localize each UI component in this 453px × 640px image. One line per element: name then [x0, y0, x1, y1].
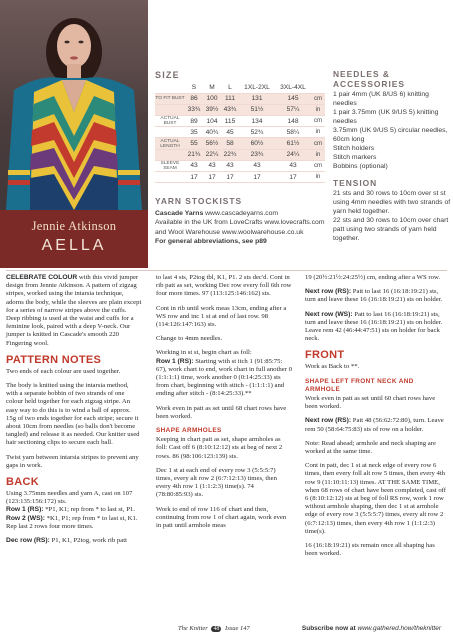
size-cell: 17: [203, 172, 221, 183]
size-unit: in: [311, 172, 325, 183]
pattern-text: Work even in patt as set until 68 chart rows have been worked.: [156, 404, 287, 420]
size-cell: 58¼: [275, 127, 311, 138]
size-cell: 60½: [239, 138, 275, 149]
size-heading: SIZE: [155, 70, 180, 80]
needles-item: Stitch markers: [333, 154, 377, 161]
size-cell: 23¾: [239, 149, 275, 160]
size-cell: 43: [185, 160, 203, 171]
size-row: [155, 93, 325, 104]
pattern-column-3: [305, 274, 447, 564]
size-cell: 35: [185, 127, 203, 138]
size-cell: 111: [221, 93, 239, 104]
pattern-text: 19 (20½:21½:24:25½) cm, ending after a WS row.: [305, 274, 441, 281]
size-row: [155, 138, 325, 149]
pattern-column-2: [156, 274, 292, 536]
pattern-text: Cont in rib until work meas 13cm, ending after a WS row and inc 1 st at end of last row. 98 (114:126:147:163) sts.: [156, 304, 287, 329]
size-unit: cm: [311, 138, 325, 149]
issue-number: Issue 147: [225, 625, 250, 632]
size-cell: 39½: [203, 104, 221, 115]
needles-item: 1 pair 4mm (UK 8/US 6) knitting needles: [333, 91, 429, 107]
row-text: *P1, K1; rep from * to last st, P1.: [43, 506, 135, 514]
notes-text: Two ends of each colour are used together.: [6, 367, 121, 375]
size-header: 3XL-4XL: [275, 82, 311, 93]
size-cell: 56½: [203, 138, 221, 149]
back-text: Using 3.75mm needles and yarn A, cast on 107 (123:135:156:172) sts.: [6, 490, 133, 506]
size-header: M: [203, 82, 221, 93]
pattern-text: Keeping in chart patt as set, shape armholes as foll: Cast off 6 (8:10:12:12) sts at beg of next 2 rows. 86 (98:106:123:139) sts.: [156, 436, 283, 460]
size-cell: 24¼: [275, 149, 311, 160]
needles-tension-column: [333, 70, 451, 243]
size-cell: 43: [221, 160, 239, 171]
pattern-text: Dec 1 st at each end of every row 3 (5:5:5:7) times, every alt row 2 (6:7:12:13) times, then every 4th row 1 (1:1:2:3) time(s). 74 (78:80:85:93) sts.: [156, 466, 277, 499]
size-cell: 33¾: [185, 104, 203, 115]
row-label: Next row (RS):: [305, 417, 352, 425]
design-caption: [0, 210, 148, 268]
row-text: Patt to last 16 (16:18:19:21) sts, turn and leave these 16 (16:18:19:21) sts on holder.: [305, 310, 443, 326]
pattern-notes-heading: PATTERN NOTES: [6, 353, 102, 366]
front-heading: FRONT: [305, 349, 345, 362]
size-cell: 115: [221, 116, 239, 127]
pattern-text: Leave rem 42 (46:44:47:51) sts on holder for back neck.: [305, 327, 440, 343]
pattern-text: 16 (16:18:19:21) sts remain once all shaping has been worked.: [305, 542, 435, 558]
row-label: Dec row (RS):: [6, 537, 50, 545]
yarn-brand: Cascade Yarns: [155, 210, 204, 218]
notes-text: The body is knitted using the intarsia method, with a separate bobbin of two strands of one colour held together for each zigzag stripe. An easy way to do this is to wind a ball of approx. 15g of two ends together for each stripe; secure it about 10cm from needles (so balls don't become tangled) and release it as needed. Our knitter used hair sectioning clips to secure each ball.: [6, 382, 140, 447]
intro-lead: CELEBRATE COLOUR: [6, 274, 78, 281]
size-cell: 134: [239, 116, 275, 127]
shape-armholes-heading: SHAPE ARMHOLES: [156, 427, 222, 435]
pattern-column-1: [6, 274, 142, 551]
size-row-label: ACTUAL LENGTH: [155, 138, 185, 149]
yarn-heading: YARN STOCKISTS: [155, 196, 243, 206]
size-cell: 131: [239, 93, 275, 104]
size-cell: 55: [185, 138, 203, 149]
size-cell: 17: [221, 172, 239, 183]
size-cell: 145: [275, 93, 311, 104]
abbreviations-note: For general abbreviations, see p89: [155, 237, 267, 245]
size-row: [155, 172, 325, 183]
size-cell: 22¼: [203, 149, 221, 160]
size-cell: 104: [203, 116, 221, 127]
size-unit: in: [311, 149, 325, 160]
row-label: Next row (WS):: [305, 310, 353, 318]
size-cell: 17: [239, 172, 275, 183]
size-row-label: [155, 104, 185, 115]
size-cell: 43: [203, 160, 221, 171]
row-text: Patt 48 (56:62:72:80), turn. Leave rem 50 (58:64:75:83) sts of row on a holder.: [305, 417, 444, 433]
size-unit: cm: [311, 116, 325, 127]
size-header: 1XL-2XL: [239, 82, 275, 93]
yarn-stockist-text: Available in the UK from LoveCrafts www.lovecrafts.com and Wool Warehouse www.woolwarehouse.co.uk: [155, 219, 325, 236]
size-cell: 17: [185, 172, 203, 183]
size-cell: 61½: [275, 138, 311, 149]
row-text: Patt to last 16 (16:18:19:21) sts, turn and leave these 16 (16:18:19:21) sts on holder.: [305, 288, 443, 304]
size-row-label: SLEEVE SEAM: [155, 160, 185, 171]
size-row-label: [155, 127, 185, 138]
intro-text: with this vivid jumper design from Jennie Atkinson. A pattern of zigzag stripes, worked using the intarsia technique, adorns the body, while the sleeves are plain except for a series of narrow stripes above the cuffs. Deep ribbing is used at the waist and cuffs for a feminine look, paired with a deep V-neck. Our jumper is knitted in Cascade's smooth 220 Fingering wool.: [6, 274, 142, 347]
size-cell: 22¾: [221, 149, 239, 160]
magazine-name: The Knitter: [178, 625, 208, 632]
size-cell: 43¾: [221, 104, 239, 115]
pattern-text: Work as Back to **.: [305, 363, 360, 371]
size-header-row: [155, 82, 325, 93]
row-label: Row 1 (RS):: [156, 357, 194, 365]
size-row-label: [155, 172, 185, 183]
yarn-stockists: [155, 197, 330, 246]
size-row: [155, 149, 325, 160]
size-cell: 51½: [239, 104, 275, 115]
back-heading: BACK: [6, 476, 39, 489]
size-unit: in: [311, 127, 325, 138]
row-text: Starting with st itch 1 (91:85:75: 67), work chart to end, work chart in full another 0 (1:1:1:1) time, work another 0 (0:14:25:33) sts from chart, beginning with stitch - (1:1:1:1) and ending after stitch - (8:14:25:33).**: [156, 357, 292, 398]
size-row: [155, 104, 325, 115]
notes-text: Twist yarn between intarsia stripes to prevent any gaps in work.: [6, 453, 139, 469]
designer-name: Jennie Atkinson: [31, 219, 117, 233]
needles-item: Stitch holders: [333, 145, 375, 152]
size-table: [155, 82, 325, 183]
page-number: 48: [213, 626, 220, 632]
size-unit: cm: [311, 160, 325, 171]
subscribe-lead: Subscribe now at: [301, 625, 356, 632]
pattern-text: Note: Read ahead; armhole and neck shaping are worked at the same time.: [305, 439, 436, 456]
needles-list: [333, 90, 451, 171]
size-header: L: [221, 82, 239, 93]
size-row-label: TO FIT BUST: [155, 93, 185, 104]
size-cell: 86: [185, 93, 203, 104]
size-cell: 43: [275, 160, 311, 171]
tension-text: 22 sts and 30 rows to 10cm over chart patt using two strands of yarn held together.: [333, 216, 449, 242]
subscribe-link[interactable]: www.gathered.how/theknitter: [357, 625, 441, 632]
size-cell: 100: [203, 93, 221, 104]
size-row-label: ACTUAL BUST: [155, 116, 185, 127]
size-cell: 58: [221, 138, 239, 149]
pattern-text: Work even in patt as set until 60 chart rows have been worked.: [305, 395, 436, 411]
needles-item: Bobbins (optional): [333, 163, 388, 170]
size-header: S: [185, 82, 203, 93]
needles-item: 3.75mm (UK 9/US 5) circular needles, 60cm long: [333, 127, 448, 143]
size-row: [155, 116, 325, 127]
design-title: AELLA: [41, 237, 107, 254]
pattern-text: Change to 4mm needles.: [156, 335, 223, 343]
row-text: P1, K1, P2tog, work rib patt: [49, 537, 127, 545]
size-unit: cm: [311, 93, 325, 104]
needles-item: 1 pair 3.75mm (UK 9/US 5) knitting needles: [333, 109, 439, 125]
row-label: Next row (RS):: [305, 288, 352, 296]
size-cell: 89: [185, 116, 203, 127]
needles-heading: NEEDLES & ACCESSORIES: [333, 69, 405, 89]
row-label: Row 1 (RS):: [6, 506, 44, 514]
size-cell: 148: [275, 116, 311, 127]
shape-left-front-heading: SHAPE LEFT FRONT NECK AND ARMHOLE: [305, 377, 414, 393]
tension-text: 21 sts and 30 rows to 10cm over st st using 4mm needles with two strands of yarn held together.: [333, 189, 451, 215]
pattern-text: to last 4 sts, P2tog tbl, K1, P1. 2 sts dec'd. Cont in rib patt as set, working Dec row every foll 6th row four more times. 97 (113:125:146:162) sts.: [156, 274, 292, 298]
size-cell: 45: [221, 127, 239, 138]
pattern-text: Cont in patt, dec 1 st at neck edge of every row 6 times, then every foll alt row 5 times, then every 4th row 9 (11:10:11:13) times. AT THE SAME TIME, when 68 rows of chart have been completed, cast off 6 (8:10:12:12) sts at beg of foll RS row, work 1 row without armhole shaping, then dec 1 st at armhole edge of every row 3 (5:5:5:7) times, every alt row 2 (6:7:12:13) times, then every 4th row 1 (1:1:2:3) time(s).: [305, 462, 447, 535]
size-cell: 17: [275, 172, 311, 183]
size-row: [155, 127, 325, 138]
size-cell: 52¾: [239, 127, 275, 138]
pattern-text: Work to end of row 116 of chart and then, continuing from row 1 of chart again, work even in patt until armhole meas: [156, 505, 287, 530]
size-cell: 21¾: [185, 149, 203, 160]
size-cell: 57¼: [275, 104, 311, 115]
row-text: *K1, P1; rep from * to last st, K1. Rep last 2 rows four more times.: [6, 514, 138, 530]
size-row: [155, 160, 325, 171]
section-divider: [6, 270, 447, 271]
yarn-link[interactable]: www.cascadeyarns.com: [205, 210, 279, 218]
pattern-text: Working in st st, begin chart as foll:: [156, 349, 252, 357]
tension-heading: TENSION: [333, 178, 378, 188]
size-cell: 40¾: [203, 127, 221, 138]
size-unit: in: [311, 104, 325, 115]
row-label: Row 2 (WS):: [6, 514, 46, 522]
size-row-label: [155, 149, 185, 160]
size-cell: 43: [239, 160, 275, 171]
